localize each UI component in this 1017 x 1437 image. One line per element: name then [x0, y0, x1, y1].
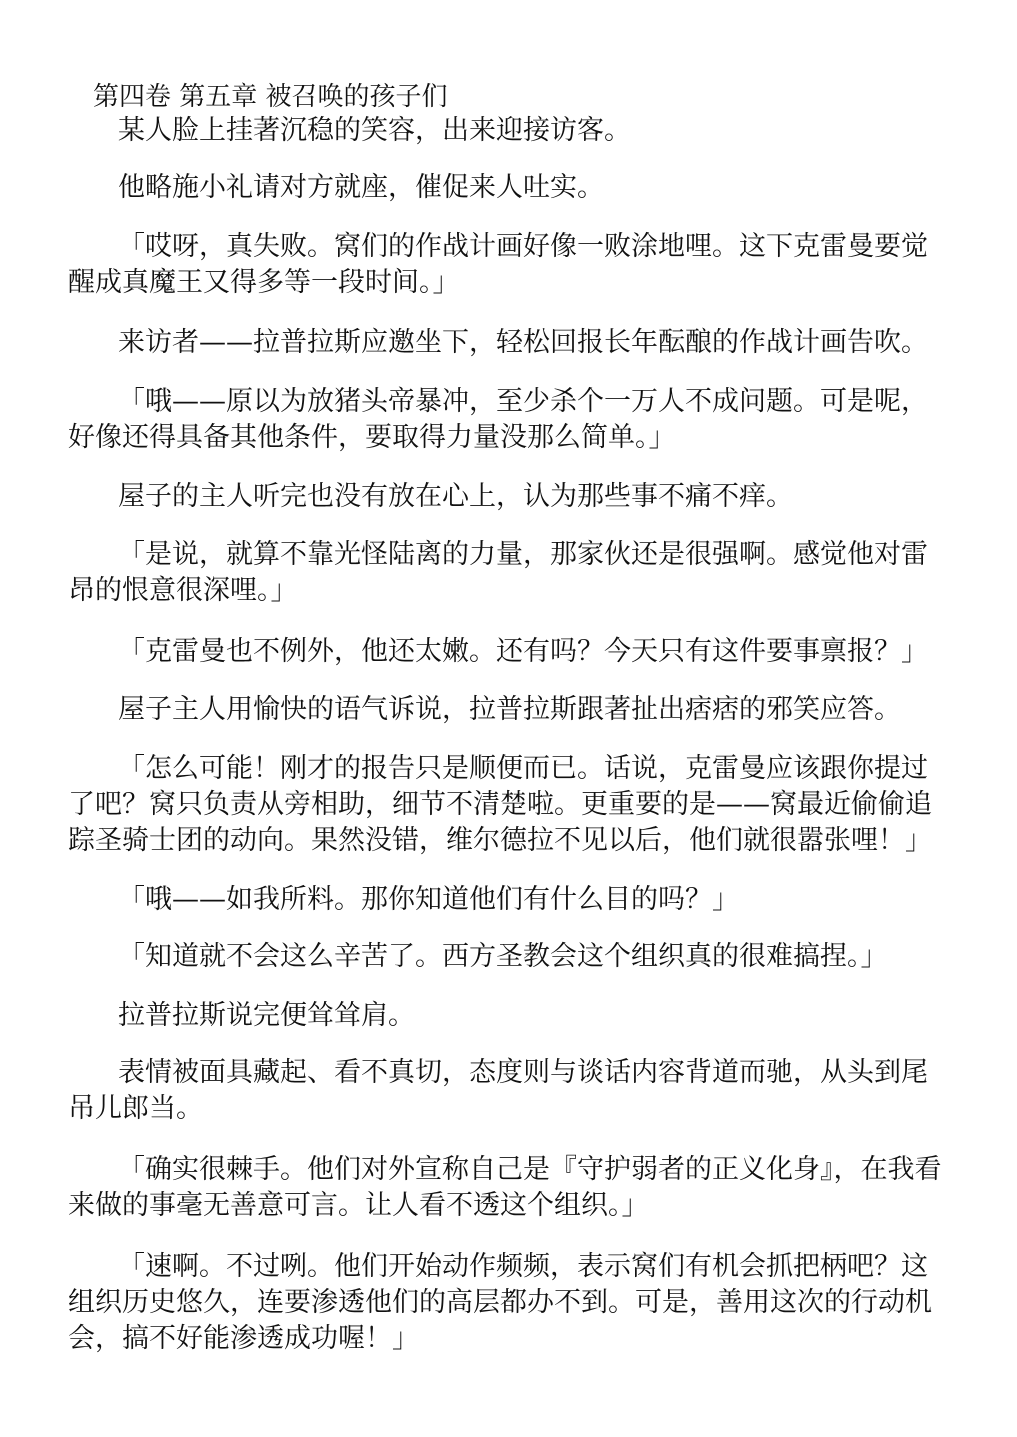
paragraph: 「速啊。不过咧。他们开始动作频频，表示窝们有机会抓把柄吧？这组织历史悠久，连要渗透他们的高层都办不到。可是，善用这次的行动机会，搞不好能渗透成功喔！」: [68, 1251, 932, 1354]
paragraph: 某人脸上挂著沉稳的笑容，出来迎接访客。: [118, 115, 631, 146]
paragraph: 来访者——拉普拉斯应邀坐下，轻松回报长年酝酿的作战计画告吹。: [118, 327, 928, 358]
paragraph: 「知道就不会这么辛苦了。西方圣教会这个组织真的很难搞捏。」: [118, 941, 888, 972]
paragraph: 「是说，就算不靠光怪陆离的力量，那家伙还是很强啊。感觉他对雷昂的恨意很深哩。」: [68, 539, 928, 606]
paragraph: 「克雷曼也不例外，他还太嫩。还有吗？今天只有这件要事禀报？」: [118, 636, 928, 667]
paragraph: 屋子的主人听完也没有放在心上，认为那些事不痛不痒。: [118, 481, 793, 512]
paragraph: 「哦——原以为放猪头帝暴冲，至少杀个一万人不成问题。可是呢，好像还得具备其他条件，要取得力量没那么简单。」: [68, 386, 928, 453]
paragraph: 「怎么可能！刚才的报告只是顺便而已。话说，克雷曼应该跟你提过了吧？窝只负责从旁相助，细节不清楚啦。更重要的是——窝最近偷偷追踪圣骑士团的动向。果然没错，维尔德拉不见以后，他们就很嚣张哩！」: [68, 753, 932, 856]
paragraph: 「哦——如我所料。那你知道他们有什么目的吗？」: [118, 884, 739, 915]
paragraph: 他略施小礼请对方就座，催促来人吐实。: [118, 172, 604, 203]
paragraph: 屋子主人用愉快的语气诉说，拉普拉斯跟著扯出痞痞的邪笑应答。: [118, 694, 901, 725]
paragraph: 表情被面具藏起、看不真切，态度则与谈话内容背道而驰，从头到尾吊儿郎当。: [68, 1057, 928, 1124]
paragraph: 「确实很棘手。他们对外宣称自己是『守护弱者的正义化身』，在我看来做的事毫无善意可言。让人看不透这个组织。」: [68, 1154, 942, 1221]
paragraph: 「哎呀，真失败。窝们的作战计画好像一败涂地哩。这下克雷曼要觉醒成真魔王又得多等一段时间。」: [68, 231, 928, 298]
paragraph: 拉普拉斯说完便耸耸肩。: [118, 1000, 415, 1031]
chapter-title: 第四卷 第五章 被召唤的孩子们: [93, 82, 448, 112]
